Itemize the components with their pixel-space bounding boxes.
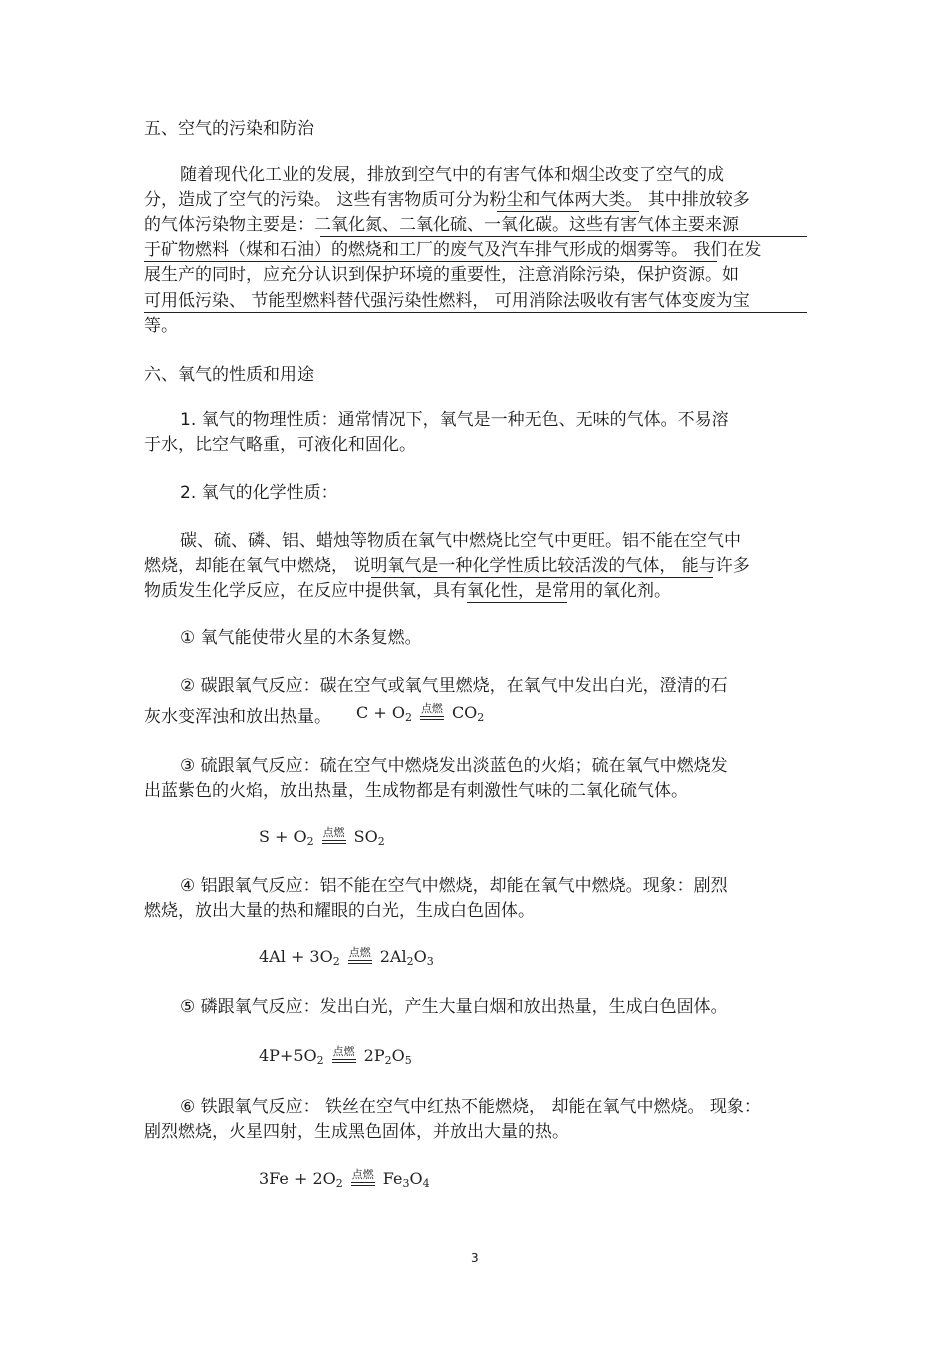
paragraph-line: 1. 氧气的物理性质：通常情况下，氧气是一种无色、无味的气体。不易溶 [180, 410, 729, 430]
section-heading-5: 五、空气的污染和防治 [144, 119, 314, 139]
condition-label: 点燃 [351, 1168, 374, 1181]
equation-carbon: $C + O_2$点燃 $CO_2$ [356, 702, 485, 724]
subsection-title: 2. 氧气的化学性质： [180, 483, 338, 503]
paragraph-line: 碳、硫、磷、铝、蜡烛等物质在氧气中燃烧比空气中更旺。铝不能在空气中 [180, 531, 741, 551]
paragraph-line: 随着现代化工业的发展，排放到空气中的有害气体和烟尘改变了空气的成 [180, 165, 724, 185]
list-item: 燃烧，放出大量的热和耀眼的白光，生成白色固体。 [144, 901, 535, 921]
equation-aluminum: $4Al + 3O_2$点燃 $2Al_2O_3$ [259, 946, 434, 968]
paragraph-line: 展生产的同时，应充分认识到保护环境的重要性，注意消除污染，保护资源。如 [144, 265, 739, 285]
list-item: ① 氧气能使带火星的木条复燃。 [180, 628, 422, 648]
condition-label: 点燃 [332, 1045, 355, 1058]
paragraph-line: 的气体污染物主要是：二氧化氮、二氧化硫、一氧化碳。这些有害气体主要来源 [144, 215, 739, 235]
list-item: ⑤ 磷跟氧气反应：发出白光，产生大量白烟和放出热量，生成白色固体。 [180, 997, 728, 1017]
paragraph-line: 分，造成了空气的污染。 这些有害物质可分为粉尘和气体两大类。 其中排放较多 [144, 190, 750, 210]
paragraph-line: 于水，比空气略重，可液化和固化。 [144, 435, 416, 455]
section-heading-6: 六、氧气的性质和用途 [144, 365, 314, 385]
paragraph-line: 于矿物燃料（煤和石油）的燃烧和工厂的废气及汽车排气形成的烟雾等。 我们在发 [144, 240, 762, 260]
page-number: 3 [471, 1251, 479, 1265]
paragraph-line: 物质发生化学反应，在反应中提供氧，具有氧化性，是常用的氧化剂。 [144, 581, 671, 601]
list-item: ⑥ 铁跟氧气反应： 铁丝在空气中红热不能燃烧， 却能在氧气中燃烧。 现象： [180, 1097, 761, 1117]
equation-iron: $3Fe + 2O_2$点燃 $Fe_3O_4$ [259, 1168, 430, 1190]
list-item: ③ 硫跟氧气反应：硫在空气中燃烧发出淡蓝色的火焰；硫在氧气中燃烧发 [180, 756, 728, 776]
list-item: 出蓝紫色的火焰，放出热量，生成物都是有刺激性气味的二氧化硫气体。 [144, 781, 688, 801]
paragraph-line: 可用低污染、 节能型燃料替代强污染性燃料， 可用消除法吸收有害气体变废为宝 [144, 291, 750, 311]
paragraph-line: 燃烧，却能在氧气中燃烧， 说明氧气是一种化学性质比较活泼的气体， 能与许多 [144, 556, 750, 576]
list-item: ④ 铝跟氧气反应：铝不能在空气中燃烧，却能在氧气中燃烧。现象：剧烈 [180, 876, 728, 896]
underline [371, 577, 713, 578]
equation-phosphorus: $4P+5O_2$点燃 $2P_2O_5$ [259, 1045, 412, 1067]
underline [497, 211, 639, 212]
underline [467, 602, 567, 603]
condition-label: 点燃 [348, 946, 371, 959]
list-item: 剧烈燃烧，火星四射，生成黑色固体，并放出大量的热。 [144, 1122, 569, 1142]
condition-label: 点燃 [322, 826, 345, 839]
list-item: 灰水变浑浊和放出热量。 [144, 707, 331, 727]
paragraph-line: 等。 [144, 316, 178, 336]
list-item: ② 碳跟氧气反应：碳在空气或氧气里燃烧，在氧气中发出白光，澄清的石 [180, 676, 728, 696]
condition-label: 点燃 [420, 702, 443, 715]
underline [144, 312, 807, 313]
underline [144, 261, 717, 262]
underline [320, 236, 807, 237]
equation-sulfur: $S + O_2$点燃 $SO_2$ [259, 826, 385, 848]
